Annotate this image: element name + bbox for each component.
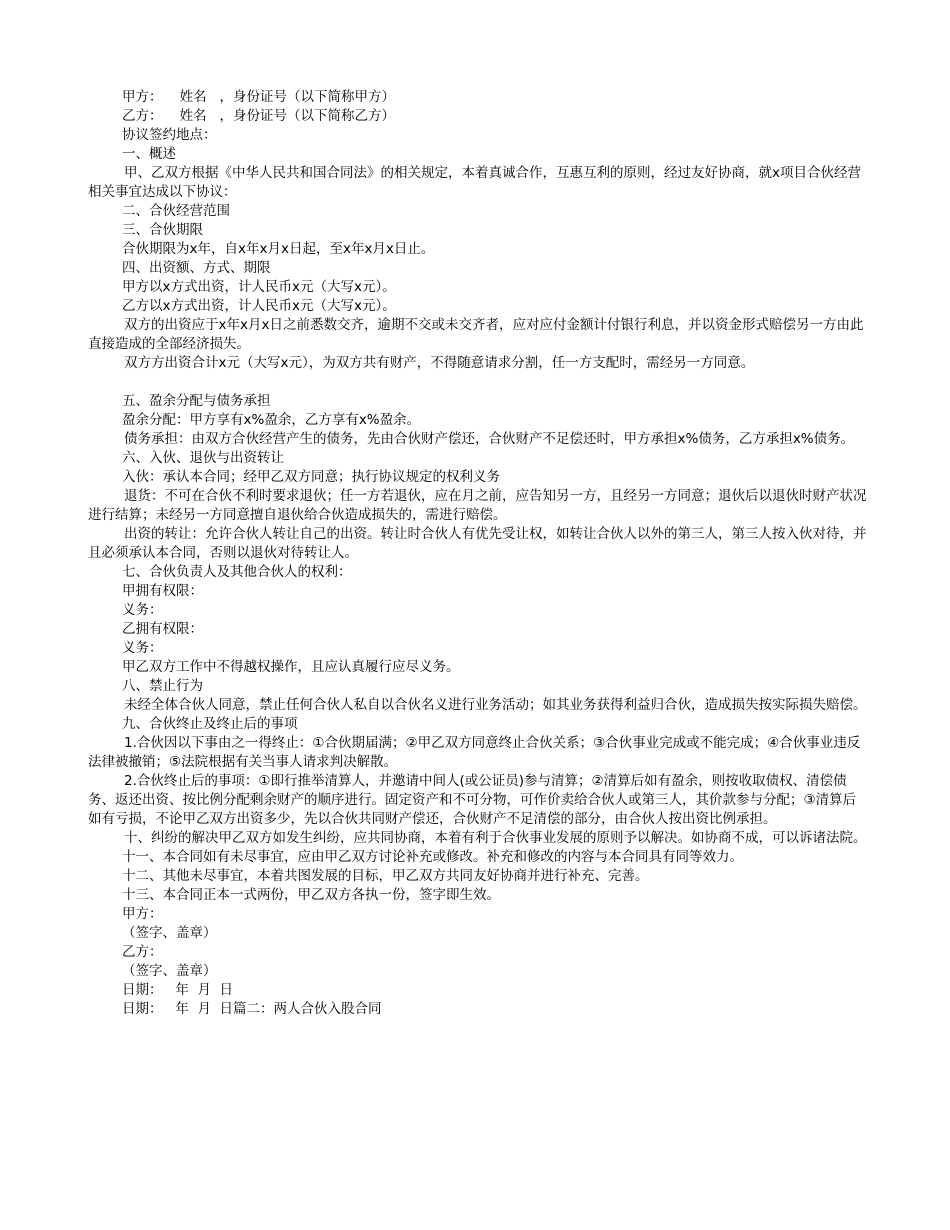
paragraph-p28: 未经全体合伙人同意，禁止任何合伙人私自以合伙名义进行业务活动；如其业务获得利益归合伙，造成损失按实际损失赔偿。 — [124, 697, 867, 713]
paragraph-p30: 1.合伙因以下事由之一得终止：①合伙期届满；②甲乙双方同意终止合伙关系；③合伙事业完成或不能完成；④合伙事业违反法律被撤销；⑤法院根据有关当事人请求判决解散。 — [88, 735, 861, 770]
paragraph-p14: 五、盈余分配与债务承担 — [122, 393, 271, 409]
paragraph-p22: 甲拥有权限： — [122, 583, 203, 599]
paragraph-p27: 八、禁止行为 — [122, 678, 203, 694]
paragraph-p11: 乙方以x方式出资，计人民币x元（大写x元）。 — [122, 298, 396, 314]
paragraph-p07: 三、合伙期限 — [122, 222, 203, 238]
paragraph-p05: 甲、乙双方根据《中华人民共和国合同法》的相关规定，本着真诚合作，互惠互利的原则，经过友好协商，就x项目合伙经营相关事宜达成以下协议： — [88, 165, 861, 200]
paragraph-p37: （签字、盖章） — [122, 925, 217, 941]
paragraph-p25: 义务： — [122, 640, 163, 656]
paragraph-p26: 甲乙双方工作中不得越权操作，且应认真履行应尽义务。 — [122, 659, 460, 675]
paragraph-p15: 盈余分配：甲方享有x%盈余，乙方享有x%盈余。 — [122, 412, 421, 428]
paragraph-p29: 九、合伙终止及终止后的事项 — [122, 716, 298, 732]
paragraph-p24: 乙拥有权限： — [122, 621, 203, 637]
blank-line — [88, 373, 868, 392]
paragraph-p03: 协议签约地点： — [122, 127, 217, 143]
paragraph-p35: 十三、本合同正本一式两份，甲乙双方各执一份，签字即生效。 — [122, 887, 500, 903]
paragraph-p38: 乙方： — [122, 944, 163, 960]
paragraph-p41: 日期： 年 月 日篇二：两人合伙入股合同 — [122, 1001, 382, 1017]
paragraph-p08: 合伙期限为x年，自x年x月x日起，至x年x月x日止。 — [122, 241, 435, 257]
contract-body — [88, 88, 868, 1019]
paragraph-p32: 十、纠纷的解决甲乙双方如发生纠纷，应共同协商，本着有利于合伙事业发展的原则予以解决。如协商不成，可以诉诸法院。 — [124, 830, 867, 846]
paragraph-p16: 债务承担：由双方合伙经营产生的债务，先由合伙财产偿还，合伙财产不足偿还时，甲方承担x%债务，乙方承担x%债务。 — [124, 431, 855, 447]
paragraph-p19: 退货：不可在合伙不利时要求退伙；任一方若退伙，应在月之前，应告知另一方，且经另一方同意；退伙后以退伙时财产状况进行结算；未经另一方同意擅自退伙给合伙造成损失的，需进行赔偿。 — [88, 488, 867, 523]
paragraph-p17: 六、入伙、退伙与出资转让 — [122, 450, 284, 466]
paragraph-p09: 四、出资额、方式、期限 — [122, 260, 271, 276]
paragraph-p18: 入伙：承认本合同；经甲乙双方同意；执行协议规定的权利义务 — [122, 469, 500, 485]
paragraph-p12: 双方的出资应于x年x月x日之前悉数交齐，逾期不交或未交齐者，应对应付金额计付银行利息，并以资金形式赔偿另一方由此直接造成的全部经济损失。 — [88, 317, 864, 352]
paragraph-p02: 乙方： 姓名 ，身份证号（以下简称乙方） — [122, 108, 396, 124]
paragraph-p13: 双方方出资合计x元（大写x元），为双方共有财产，不得随意请求分割，任一方支配时，需经另一方同意。 — [124, 355, 755, 371]
paragraph-p20: 出资的转让：允许合伙人转让自己的出资。转让时合伙人有优先受让权，如转让合伙人以外的第三人，第三人按入伙对待，并且必须承认本合同，否则以退伙对待转让人。 — [88, 526, 867, 561]
paragraph-p33: 十一、本合同如有未尽事宜，应由甲乙双方讨论补充或修改。补充和修改的内容与本合同具有同等效力。 — [122, 849, 743, 865]
paragraph-p36: 甲方： — [122, 906, 163, 922]
paragraph-p34: 十二、其他未尽事宜，本着共图发展的目标，甲乙双方共同友好协商并进行补充、完善。 — [122, 868, 649, 884]
paragraph-p23: 义务： — [122, 602, 163, 618]
paragraph-p21: 七、合伙负责人及其他合伙人的权利： — [122, 564, 352, 580]
paragraph-p04: 一、概述 — [122, 146, 176, 162]
paragraph-p06: 二、合伙经营范围 — [122, 203, 230, 219]
paragraph-p01: 甲方： 姓名 ，身份证号（以下简称甲方） — [122, 89, 396, 105]
paragraph-p40: 日期： 年 月 日 — [122, 982, 234, 998]
paragraph-p10: 甲方以x方式出资，计人民币x元（大写x元）。 — [122, 279, 396, 295]
paragraph-p39: （签字、盖章） — [122, 963, 217, 979]
paragraph-p31: 2.合伙终止后的事项：①即行推举清算人，并邀请中间人(或公证员)参与清算；②清算后如有盈余，则按收取债权、清偿债务、返还出资、按比例分配剩余财产的顺序进行。固定资产和不可分物，可作价卖给合伙人或第三人，其价款参与分配；③清算后如有亏损，不论甲乙双方出资多少，先以合伙共同财产偿还，合伙财产不足清偿的部分，由合伙人按出资比例承担。 — [88, 773, 857, 827]
